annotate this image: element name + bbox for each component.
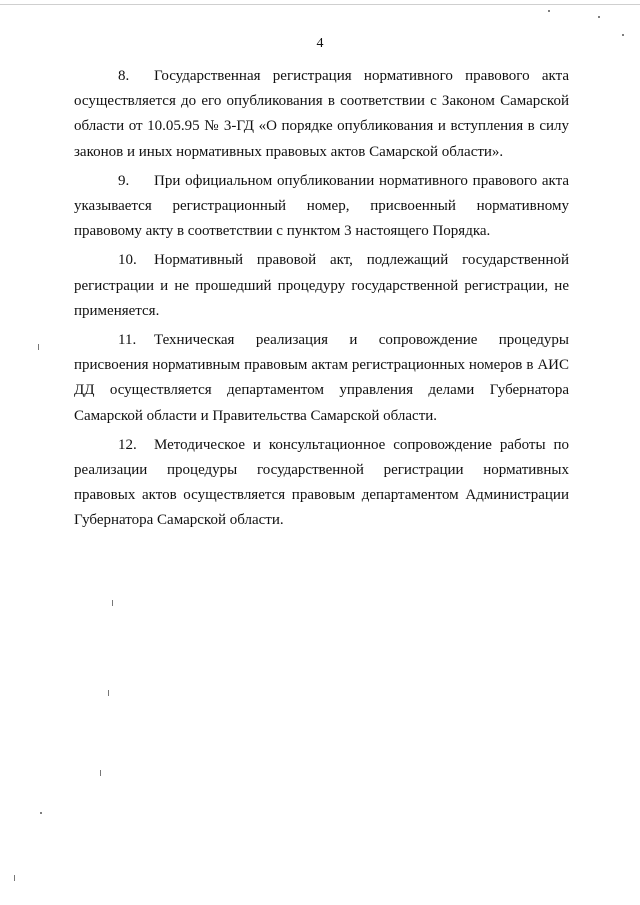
document-body (74, 64, 569, 538)
scan-mark (100, 770, 101, 776)
paragraph-9 (74, 169, 569, 245)
paragraph-number: 8. (118, 68, 130, 84)
scan-mark (38, 344, 39, 350)
paragraph-text: Нормативный правовой акт, подлежащий государственной регистрации и не прошедший процедуру государственной регистрации, не применяется. (74, 252, 569, 319)
paragraph-10 (74, 248, 569, 324)
paragraph-text: Государственная регистрация нормативного правового акта осуществляется до его опубликования в соответствии с Законом Самарской области от 10.05.95 № 3-ГД «О порядке опубликования и вступления в силу законов и иных нормативных правовых актов Самарской области». (74, 68, 569, 160)
scan-mark (112, 600, 113, 606)
scan-mark (108, 690, 109, 696)
paragraph-8 (74, 64, 569, 165)
paragraph-number: 11. (118, 332, 137, 349)
scan-speck (548, 10, 550, 12)
paragraph-text: Техническая реализация и сопровождение процедуры присвоения нормативным правовым актам регистрационных номеров в АИС ДД осуществляется департаментом управления делами Губернатора Самарской области и Правительства Самарской области. (74, 332, 569, 424)
scan-mark (14, 875, 15, 881)
paragraph-number: 9. (118, 172, 130, 189)
scan-speck (598, 16, 600, 18)
paragraph-number: 12. (118, 436, 137, 453)
paragraph-12 (74, 433, 569, 534)
paragraph-text: При официальном опубликовании нормативного правового акта указывается регистрационный номер, присвоенный нормативному правовому акту в соответствии с пунктом 3 настоящего Порядка. (74, 172, 569, 240)
scan-top-edge (0, 4, 640, 5)
scan-speck (622, 34, 624, 36)
paragraph-text: Методическое и консультационное сопровождение работы по реализации процедуры государственной регистрации нормативных правовых актов осуществляется правовым департаментом Администрации Губернатора Самарской области. (74, 436, 569, 529)
page-number: 4 (316, 36, 324, 51)
scan-speck (40, 812, 42, 814)
paragraph-number: 10. (118, 252, 137, 269)
paragraph-11 (74, 328, 569, 429)
